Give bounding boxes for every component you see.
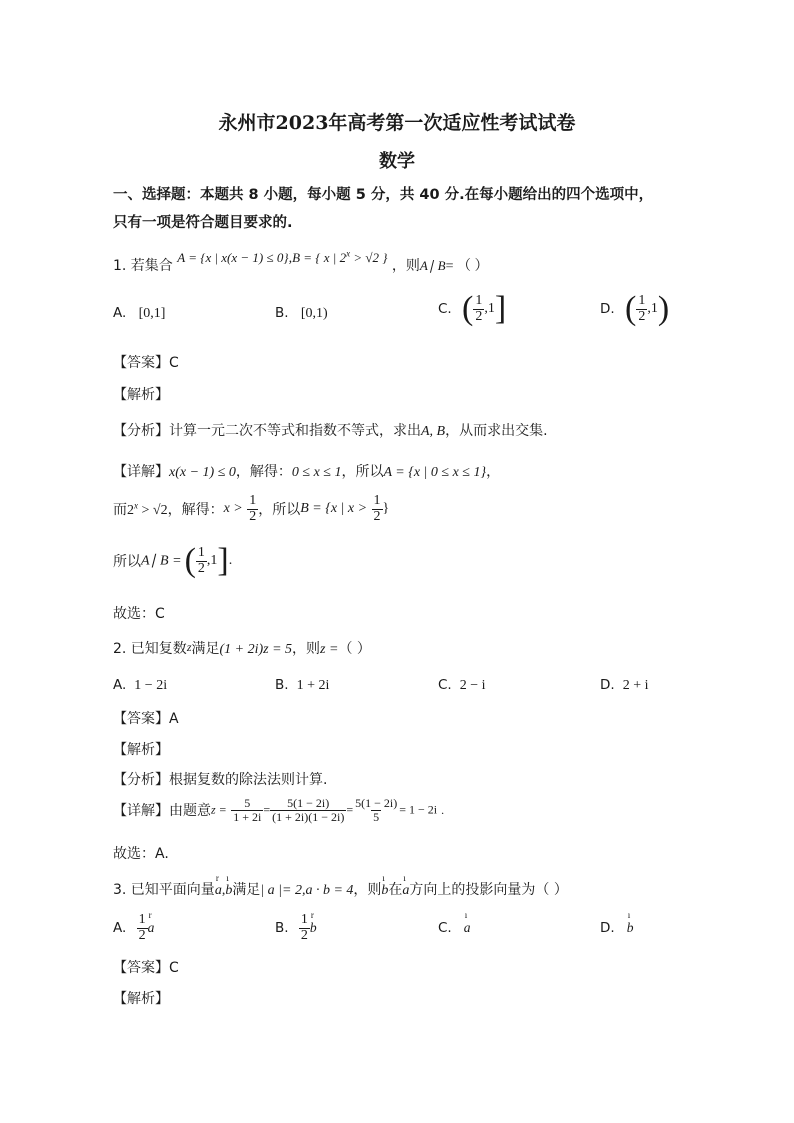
q2-option-c-value: 2 − i (459, 678, 486, 693)
q2-option-d-value: 2 + i (622, 678, 649, 693)
q2-detail (113, 797, 444, 823)
section-heading-line1: 一、选择题：本题共 8 小题，每小题 5 分，共 40 分.在每小题给出的四个选项中， (113, 187, 654, 203)
q2-option-a-value: 1 − 2i (134, 678, 168, 693)
question-3-stem (113, 879, 568, 899)
section-heading-line2: 只有一项是符合题目要求的. (113, 215, 293, 231)
q2-option-d (600, 677, 648, 694)
q2-eq1: = (263, 802, 271, 817)
q2-frac1-num: 5 (244, 796, 251, 810)
q1-detail2-frac1 (247, 494, 258, 524)
q1-set-b-left: B = { x | 2 (292, 250, 347, 265)
q1-detail-line3 (113, 544, 232, 578)
q2-frac1-den: 1 + 2i (233, 809, 262, 824)
q3-mid2: 在 (388, 882, 403, 898)
q2-detail-end: . (441, 802, 445, 817)
q1-option-c-lparen: ( (462, 290, 474, 327)
q1-detail2-exp: x (134, 499, 138, 510)
q3-vec-a-2: ı a (402, 883, 409, 899)
q1-detail3-den: 2 (197, 560, 205, 576)
q2-tail: （ ） (338, 641, 371, 657)
q3-comma: , (221, 883, 226, 898)
q1-detail2-so: ，所以 (258, 502, 301, 519)
q2-answer (113, 708, 179, 728)
q1-option-d (600, 292, 669, 326)
q1-option-d-tail: ,1 (647, 301, 658, 316)
q1-detail3-tail: ,1 (206, 553, 218, 568)
q1-detail3-end: . (228, 553, 233, 568)
q1-answer-label: 【答案】 (113, 355, 169, 371)
q1-detail2-close: } (382, 501, 390, 517)
q3-option-a-label: A. (113, 920, 127, 937)
q1-option-d-den: 2 (638, 308, 646, 324)
q2-frac1 (231, 797, 263, 823)
q1-detail2-frac2 (372, 494, 383, 524)
q2-frac2 (270, 797, 346, 823)
q3-analysis-label: 【解析】 (113, 991, 169, 1007)
q3-option-d-label: D. (600, 920, 615, 936)
q2-detail-label: 【详解】 (113, 803, 169, 820)
q3-answer (113, 957, 179, 977)
q3-option-c-label: C. (438, 920, 452, 936)
q1-choose-label: 故选： (113, 606, 155, 622)
q1-detail1-range: 0 ≤ x ≤ 1 (291, 465, 342, 480)
q3-option-b (275, 913, 317, 943)
page-subtitle: 数学 (379, 151, 415, 172)
q1-detail-label: 【详解】 (113, 464, 169, 480)
q1-option-c-label: C. (438, 301, 452, 317)
q2-fenxi (113, 769, 327, 789)
q3-option-a-frac (137, 913, 148, 943)
q3-answer-value: C (169, 960, 179, 976)
q1-detail1-end: ， (486, 464, 501, 480)
q2-eq: (1 + 2i)z = 5 (219, 642, 293, 657)
q2-analysis-label: 【解析】 (113, 742, 169, 758)
q1-option-c-rbracket: ] (494, 290, 507, 327)
q1-detail1-set: A = {x | 0 ≤ x ≤ 1} (383, 465, 487, 480)
q2-choose-label: 故选： (113, 846, 155, 862)
q1-detail2-pre: 而 (113, 502, 127, 519)
q1-option-a-label: A. (113, 305, 127, 321)
q1-detail3-expr: A∣ B = (141, 553, 182, 569)
q1-detail-line2 (113, 494, 389, 524)
q1-option-b (275, 305, 328, 322)
q1-detail2-set: B = {x | x > (300, 501, 368, 517)
question-1-prefix: 1. 若集合 (113, 258, 173, 274)
q1-detail1-so: ，所以 (341, 464, 384, 480)
q2-detail-z: z = (211, 802, 227, 817)
q1-set-b (292, 250, 387, 265)
q2-suffix: ，则 (292, 641, 321, 657)
q2-frac3 (353, 797, 399, 823)
q1-option-d-fraction (636, 294, 647, 324)
q1-detail2-base: 2 (127, 502, 134, 518)
q3-option-d (600, 920, 633, 936)
q2-choose-value: A. (155, 846, 169, 862)
q3-option-b-vec: r b (310, 920, 317, 936)
question-1-stem (113, 248, 489, 275)
q1-option-c-tail: ,1 (484, 301, 495, 316)
q3-option-b-num: 1 (300, 912, 308, 927)
q1-option-d-lparen: ( (624, 290, 637, 327)
q1-detail1-mid: ，解得： (235, 464, 292, 480)
q3-option-a-vec: r a (148, 920, 155, 936)
q3-cond1: | a |= 2, (260, 883, 306, 898)
q1-set-a: A = {x | x(x − 1) ≤ 0} (177, 250, 289, 265)
q1-detail2-frac2-num: 1 (373, 493, 381, 508)
page-title: 永州市2023年高考第一次适应性考试试卷 (218, 112, 576, 134)
q1-fenxi-text-b: ，从而求出交集. (445, 423, 548, 439)
q3-prefix: 3. 已知平面向量 (113, 882, 215, 898)
q1-detail2-mid: ，解得： (167, 502, 224, 519)
q2-option-c (438, 677, 486, 694)
q2-mid: 满足 (191, 641, 220, 657)
q1-option-c-den: 2 (475, 308, 483, 324)
q3-cond2: a · b = 4 (305, 883, 354, 898)
q1-choose-value: C (155, 606, 165, 622)
q2-option-c-label: C. (438, 677, 452, 693)
q1-option-a-value: [0,1] (138, 306, 166, 321)
q2-option-b (275, 677, 329, 694)
q2-frac2-num: 5(1 − 2i) (287, 796, 330, 810)
q3-mid: 满足 (232, 882, 261, 898)
q1-option-a (113, 305, 165, 322)
q2-eq2: = (346, 802, 354, 817)
q2-option-b-label: B. (275, 677, 289, 693)
q1-option-c (438, 292, 506, 326)
q1-tail: = （ ） (445, 259, 489, 274)
q1-option-c-num: 1 (475, 292, 483, 308)
q1-set-b-right: > √2 } (350, 250, 388, 265)
q1-answer (113, 352, 179, 372)
q2-option-a-label: A. (113, 677, 127, 693)
q3-answer-label: 【答案】 (113, 960, 169, 976)
q1-detail3-pre: 所以 (113, 554, 141, 570)
q1-detail3-lparen: ( (184, 542, 196, 579)
q2-answer-value: A (169, 711, 179, 727)
q1-choose (113, 603, 165, 623)
q1-expr: A∣ B (419, 258, 446, 273)
q1-fenxi-ab: A, B (421, 424, 446, 439)
question-2-stem (113, 638, 371, 658)
q2-frac3-num: 5(1 − 2i) (355, 796, 398, 810)
q3-vec-b-2: ı b (381, 883, 388, 899)
q1-option-b-value: [0,1) (300, 306, 328, 321)
q1-fenxi-label: 【分析】 (113, 423, 169, 439)
q3-option-d-vec: ı b (627, 920, 634, 936)
q1-detail3-num: 1 (197, 544, 205, 560)
q1-fenxi (113, 420, 548, 440)
q1-set-b-exp: x (346, 248, 351, 259)
q3-mid3: 方向上的投影向量为（ ） (409, 882, 568, 898)
q1-detail3-frac (196, 546, 207, 576)
q1-option-d-label: D. (600, 301, 615, 317)
q3-option-b-label: B. (275, 920, 289, 937)
q3-option-c-vec: ı a (464, 920, 471, 936)
q2-option-d-label: D. (600, 677, 615, 693)
q1-detail3-rbracket: ] (217, 542, 229, 579)
q1-detail1-math: x(x − 1) ≤ 0 (169, 465, 236, 480)
q2-prefix: 2. 已知复数 (113, 641, 187, 657)
q2-frac3-den: 5 (373, 809, 380, 824)
q2-detail-result: = 1 − 2i (399, 802, 438, 817)
q3-option-b-den: 2 (300, 927, 308, 943)
q2-z: z (186, 640, 192, 654)
q2-option-a (113, 677, 167, 694)
q3-vec-b: ı b (225, 883, 232, 899)
q1-detail-line1 (113, 461, 500, 481)
q3-option-a-den: 2 (138, 927, 146, 943)
q2-answer-label: 【答案】 (113, 711, 169, 727)
q2-choose (113, 843, 169, 863)
q2-option-b-value: 1 + 2i (296, 678, 330, 693)
q1-suffix: ，则 (391, 258, 420, 274)
q1-detail2-frac1-num: 1 (249, 493, 257, 508)
q1-detail2-rhs: > √2 (138, 502, 168, 518)
q3-option-a-num: 1 (138, 912, 146, 927)
q2-detail-pre: 由题意 (169, 803, 211, 820)
q3-option-c (438, 920, 470, 936)
q3-suffix: ，则 (353, 882, 382, 898)
q3-option-a (113, 913, 154, 943)
q1-option-d-rparen: ) (657, 290, 670, 327)
q1-fenxi-text-a: 计算一元二次不等式和指数不等式，求出 (169, 423, 421, 439)
q1-analysis-label: 【解析】 (113, 387, 169, 403)
q2-fenxi-text: 根据复数的除法法则计算. (169, 772, 328, 788)
q3-vec-a: r a (215, 883, 222, 899)
q1-option-d-num: 1 (638, 292, 646, 308)
q1-detail2-x: x > (223, 501, 243, 517)
q1-comma: , (288, 251, 293, 266)
q1-detail2-ineq (127, 499, 168, 518)
q1-detail2-frac1-den: 2 (249, 508, 257, 524)
q3-option-b-frac (299, 913, 310, 943)
q1-option-b-label: B. (275, 305, 289, 321)
q1-option-c-fraction (473, 294, 484, 324)
q1-detail2-frac2-den: 2 (373, 508, 381, 524)
q2-fenxi-label: 【分析】 (113, 772, 169, 788)
q2-frac2-den: (1 + 2i)(1 − 2i) (272, 809, 345, 824)
q2-ask: z = (320, 642, 339, 657)
q1-answer-value: C (169, 355, 179, 371)
